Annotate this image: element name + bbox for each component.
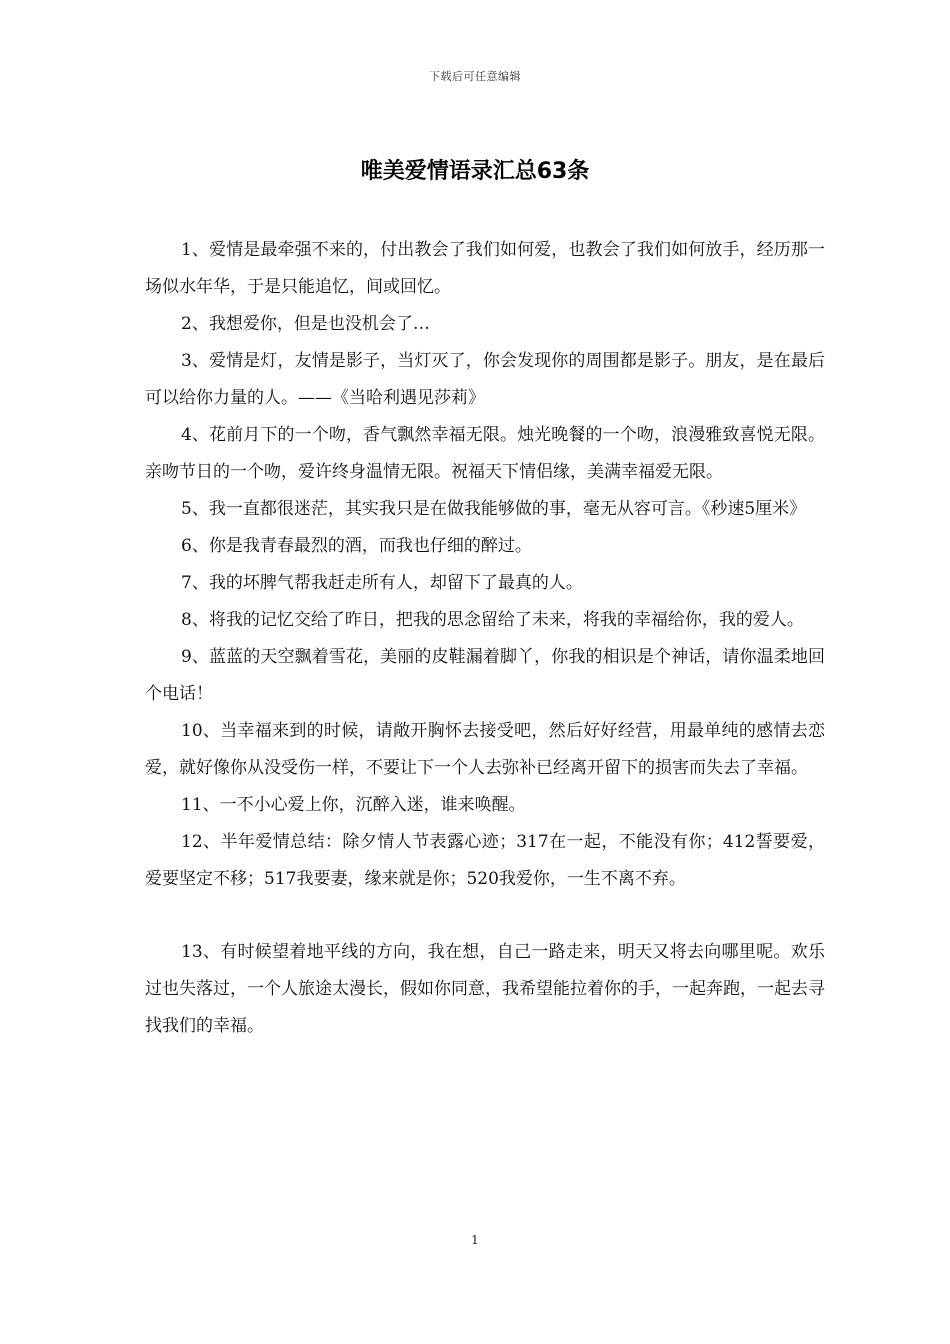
paragraph-9: 9、蓝蓝的天空飘着雪花，美丽的皮鞋漏着脚丫，你我的相识是个神话，请你温柔地回个电话！ [145, 647, 825, 704]
paragraph-3: 3、爱情是灯，友情是影子，当灯灭了，你会发现你的周围都是影子。朋友，是在最后可以给你力量的人。——《当哈利遇见莎莉》 [145, 351, 825, 408]
paragraph-5: 5、我一直都很迷茫，其实我只是在做我能够做的事，毫无从容可言。《秒速5厘米》 [181, 499, 807, 519]
header-note: 下载后可任意编辑 [429, 70, 521, 83]
paragraph-13: 13、有时候望着地平线的方向，我在想，自己一路走来，明天又将去向哪里呢。欢乐过也失落过，一个人旅途太漫长，假如你同意，我希望能拉着你的手，一起奔跑，一起去寻找我们的幸福。 [145, 942, 825, 1036]
document-body [145, 232, 825, 1045]
document-title: 唯美爱情语录汇总63条 [360, 159, 590, 184]
paragraph-1: 1、爱情是最牵强不来的，付出教会了我们如何爱，也教会了我们如何放手，经历那一场似水年华，于是只能追忆，间或回忆。 [145, 240, 825, 297]
paragraph-12: 12、半年爱情总结：除夕情人节表露心迹；317在一起，不能没有你；412誓要爱，爱要坚定不移；517我要妻，缘来就是你；520我爱你，一生不离不弃。 [145, 832, 825, 889]
paragraph-8: 8、将我的记忆交给了昨日，把我的思念留给了未来，将我的幸福给你，我的爱人。 [181, 610, 804, 630]
paragraph-2: 2、我想爱你，但是也没机会了… [181, 314, 430, 334]
paragraph-7: 7、我的坏脾气帮我赶走所有人，却留下了最真的人。 [181, 573, 583, 593]
paragraph-11: 11、一不小心爱上你，沉醉入迷，谁来唤醒。 [181, 795, 526, 815]
paragraph-6: 6、你是我青春最烈的酒，而我也仔细的醉过。 [181, 536, 532, 556]
paragraph-10: 10、当幸福来到的时候，请敞开胸怀去接受吧，然后好好经营，用最单纯的感情去恋爱，就好像你从没受伤一样，不要让下一个人去弥补已经离开留下的损害而失去了幸福。 [145, 721, 825, 778]
paragraph-4: 4、花前月下的一个吻，香气飘然幸福无限。烛光晚餐的一个吻，浪漫雅致喜悦无限。亲吻节日的一个吻，爱许终身温情无限。祝福天下情侣缘，美满幸福爱无限。 [145, 425, 825, 482]
page-number: 1 [471, 1233, 479, 1247]
